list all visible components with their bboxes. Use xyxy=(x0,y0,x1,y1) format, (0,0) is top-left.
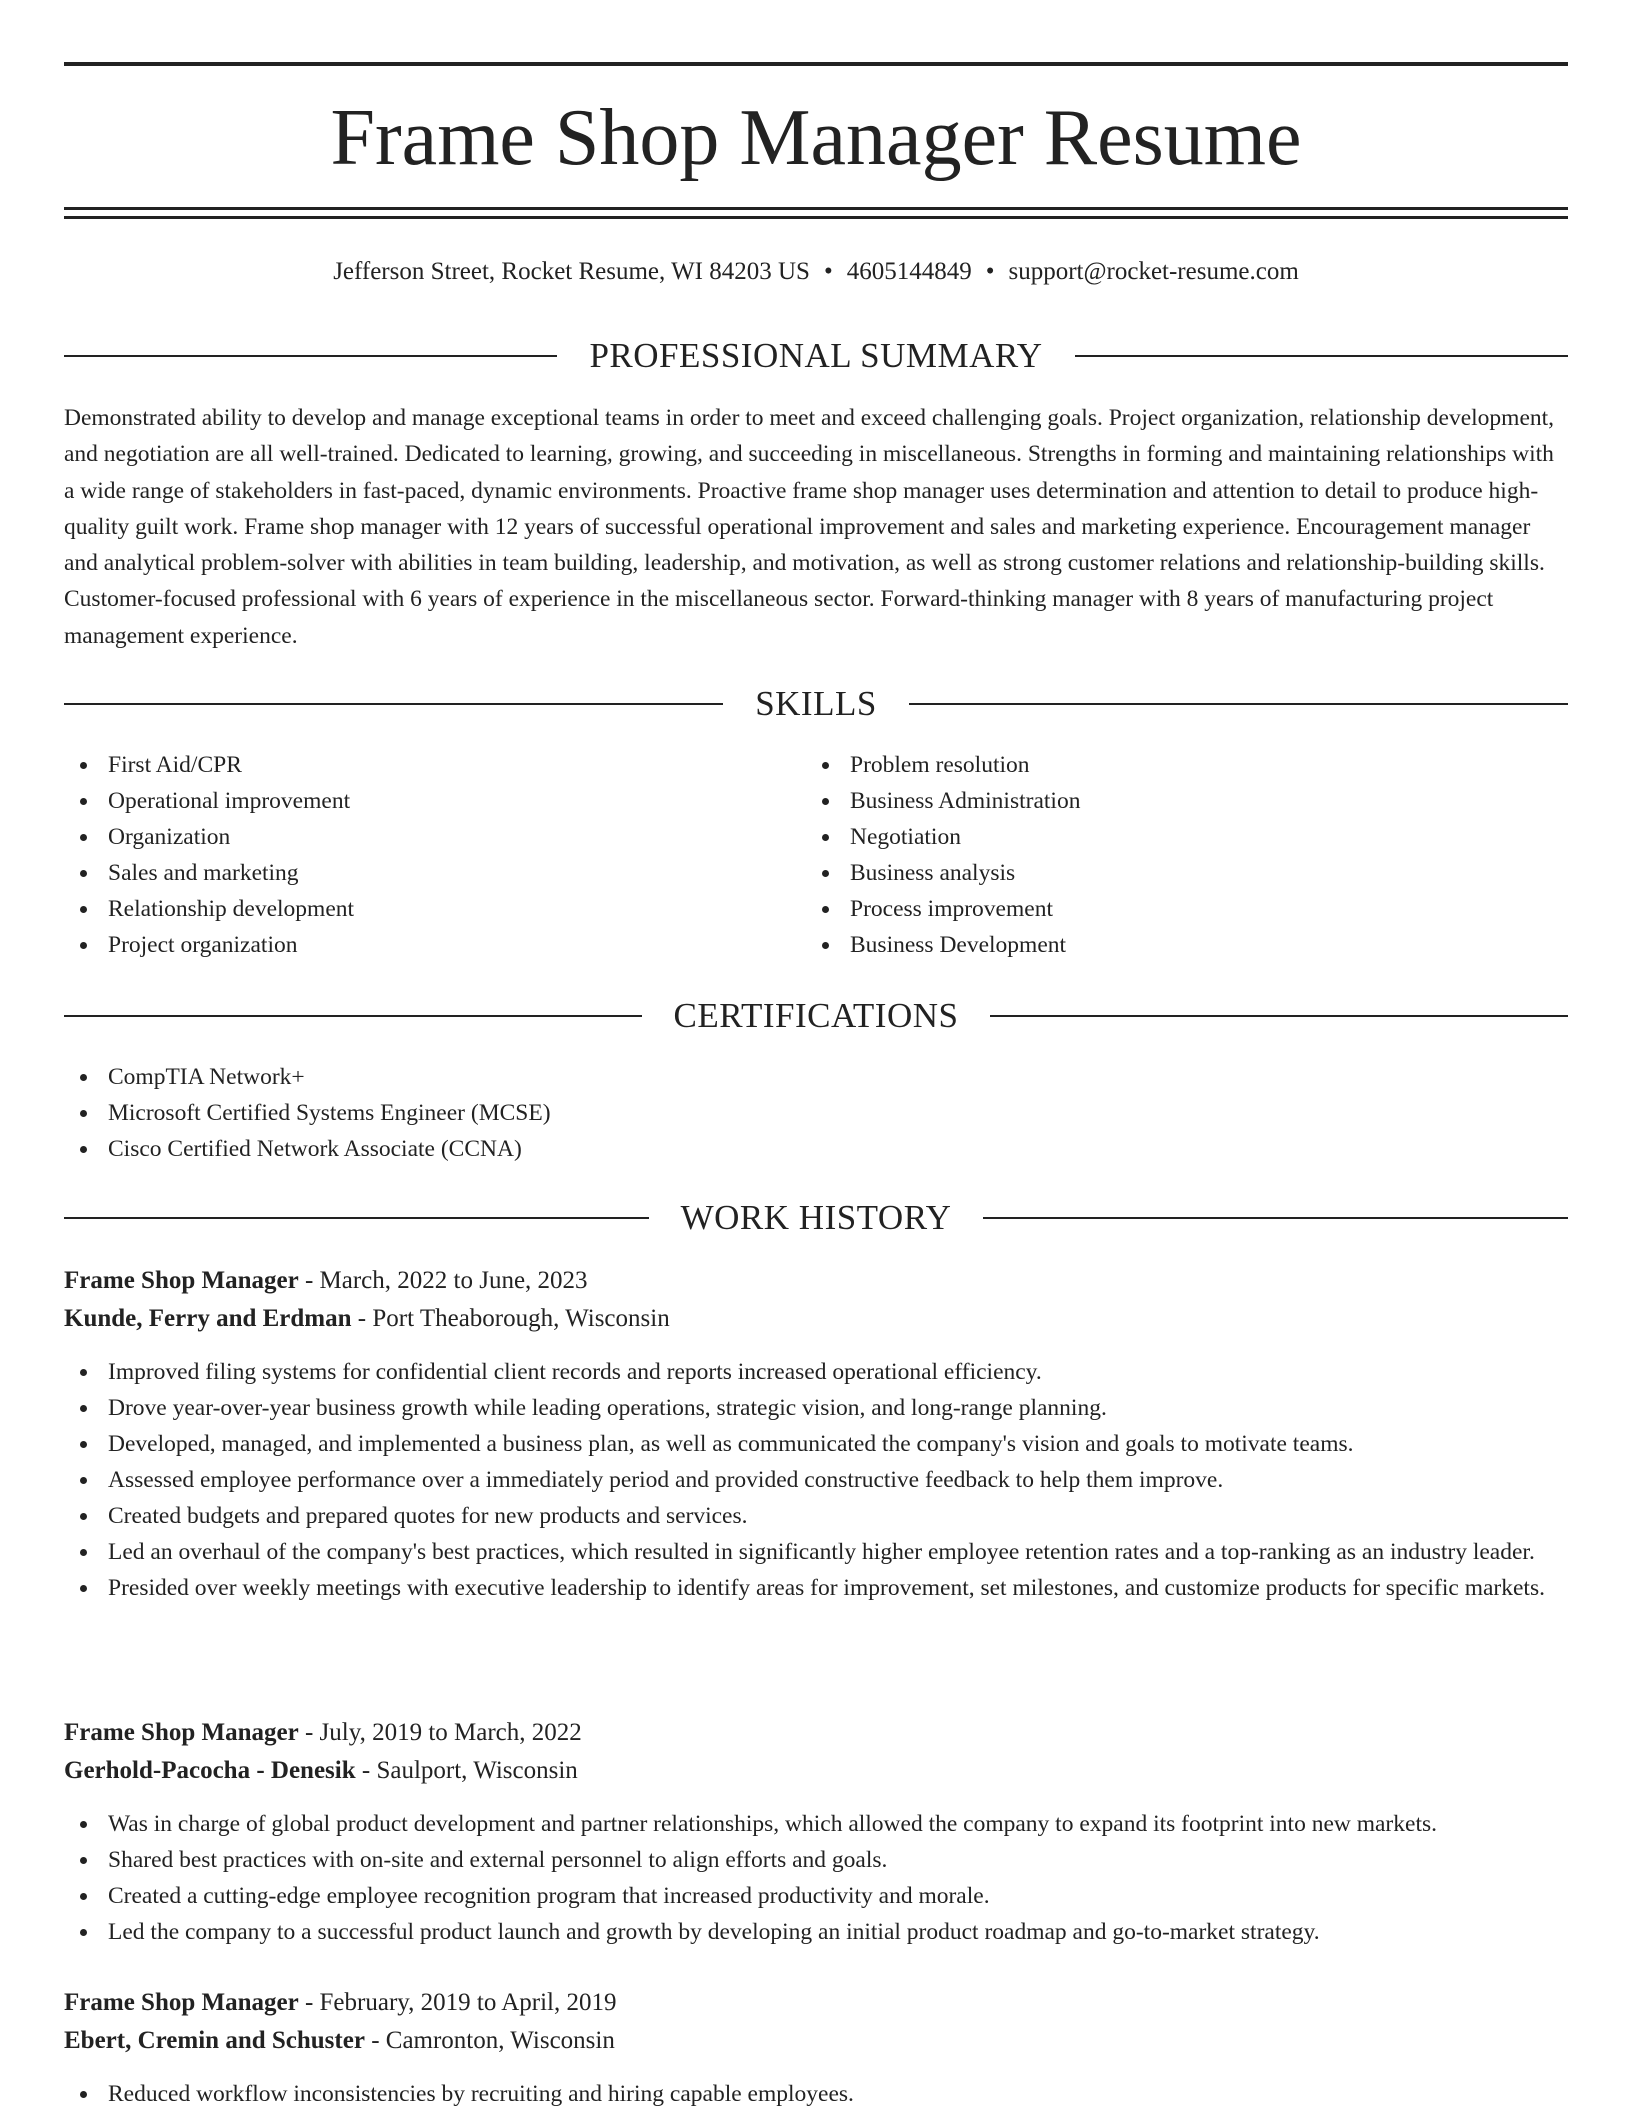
skill-item: Business Administration xyxy=(806,783,1506,819)
section-heading-certifications xyxy=(64,992,1568,1040)
certification-item: CompTIA Network+ xyxy=(64,1059,1568,1095)
heading-rule xyxy=(64,1015,642,1017)
skill-item: Relationship development xyxy=(64,891,764,927)
job-company-line xyxy=(64,1300,1568,1338)
job-bullet: Shared best practices with on-site and external personnel to align efforts and goals. xyxy=(64,1842,1568,1878)
section-heading-skills xyxy=(64,680,1568,728)
job-company-line xyxy=(64,1752,1568,1790)
heading-rule xyxy=(64,1217,649,1219)
page-title: Frame Shop Manager Resume xyxy=(330,94,1302,182)
job-title: Frame Shop Manager xyxy=(64,1719,299,1746)
skill-item: Business Development xyxy=(806,927,1506,963)
job-title: Frame Shop Manager xyxy=(64,1267,299,1294)
skill-item: Negotiation xyxy=(806,819,1506,855)
job-title-line xyxy=(64,1984,1568,2022)
header-top-rule xyxy=(64,62,1568,66)
contact-separator: • xyxy=(823,258,833,285)
job-company: Kunde, Ferry and Erdman xyxy=(64,1305,352,1332)
job-bullets xyxy=(64,2076,1568,2112)
skill-item: Sales and marketing xyxy=(64,855,764,891)
job-location: - Port Theaborough, Wisconsin xyxy=(351,1305,670,1332)
job-bullet: Improved filing systems for confidential client records and reports increased operational efficiency. xyxy=(64,1354,1568,1390)
job-entry xyxy=(64,1262,1568,1606)
contact-line xyxy=(64,252,1568,292)
skill-item: First Aid/CPR xyxy=(64,747,764,783)
section-title: PROFESSIONAL SUMMARY xyxy=(589,336,1043,375)
section-heading-summary xyxy=(64,332,1568,380)
job-company-line xyxy=(64,2022,1568,2060)
certifications-list xyxy=(64,1059,1568,1167)
section-heading-work-history xyxy=(64,1194,1568,1242)
job-bullet: Led the company to a successful product launch and growth by developing an initial product roadmap and go-to-market strategy. xyxy=(64,1914,1568,1950)
section-title: SKILLS xyxy=(755,684,877,723)
job-company: Gerhold-Pacocha - Denesik xyxy=(64,1757,356,1784)
skills-list-left xyxy=(64,747,764,963)
heading-rule xyxy=(909,703,1568,705)
heading-rule xyxy=(983,1217,1568,1219)
job-bullet: Developed, managed, and implemented a business plan, as well as communicated the company's vision and goals to motivate teams. xyxy=(64,1426,1568,1462)
job-bullet: Created budgets and prepared quotes for new products and services. xyxy=(64,1498,1568,1534)
job-bullet: Reduced workflow inconsistencies by recruiting and hiring capable employees. xyxy=(64,2076,1568,2112)
job-dates: - March, 2022 to June, 2023 xyxy=(298,1267,588,1294)
summary-text: Demonstrated ability to develop and manage exceptional teams in order to meet and exceed challenging goals. Project organization, relationship development, and negotiation are all well-trained. Dedicated to learning, growing, and succeeding in miscellaneous. Strengths in forming and maintaining relationships with a wide range of stakeholders in fast-paced, dynamic environments. Proactive frame shop manager uses determination and attention to detail to produce high-quality guilt work. Frame shop manager with 12 years of successful operational improvement and sales and marketing experience. Encouragement manager and analytical problem-solver with abilities in team building, leadership, and motivation, as well as strong customer relations and relationship-building skills. Customer-focused professional with 6 years of experience in the miscellaneous sector. Forward-thinking manager with 8 years of manufacturing project management experience. xyxy=(64,405,1555,649)
job-bullet: Assessed employee performance over a immediately period and provided constructive feedback to help them improve. xyxy=(64,1462,1568,1498)
certification-item: Microsoft Certified Systems Engineer (MCSE) xyxy=(64,1095,1568,1131)
job-company: Ebert, Cremin and Schuster xyxy=(64,2027,365,2054)
skill-item: Project organization xyxy=(64,927,764,963)
job-title-line xyxy=(64,1262,1568,1300)
skill-item: Process improvement xyxy=(806,891,1506,927)
contact-address: Jefferson Street, Rocket Resume, WI 84203 US xyxy=(333,258,810,285)
job-title-line xyxy=(64,1714,1568,1752)
job-title: Frame Shop Manager xyxy=(64,1989,299,2016)
certification-item: Cisco Certified Network Associate (CCNA) xyxy=(64,1131,1568,1167)
job-bullet: Created a cutting-edge employee recognition program that increased productivity and morale. xyxy=(64,1878,1568,1914)
heading-rule xyxy=(1075,355,1568,357)
skill-item: Organization xyxy=(64,819,764,855)
heading-rule xyxy=(64,703,723,705)
skill-item: Problem resolution xyxy=(806,747,1506,783)
job-bullet: Drove year-over-year business growth while leading operations, strategic vision, and long-range planning. xyxy=(64,1390,1568,1426)
contact-email: support@rocket-resume.com xyxy=(1008,258,1299,285)
job-bullet: Presided over weekly meetings with executive leadership to identify areas for improvement, set milestones, and customize products for specific markets. xyxy=(64,1570,1568,1606)
header-double-rule xyxy=(64,207,1568,219)
skill-item: Operational improvement xyxy=(64,783,764,819)
skills-list-right xyxy=(806,747,1506,963)
section-title: CERTIFICATIONS xyxy=(673,996,959,1035)
contact-phone: 4605144849 xyxy=(846,258,972,285)
job-bullet: Led an overhaul of the company's best practices, which resulted in significantly higher employee retention rates and a top-ranking as an industry leader. xyxy=(64,1534,1568,1570)
job-dates: - February, 2019 to April, 2019 xyxy=(298,1989,617,2016)
job-location: - Camronton, Wisconsin xyxy=(364,2027,615,2054)
job-bullets xyxy=(64,1354,1568,1606)
job-bullet: Was in charge of global product development and partner relationships, which allowed the company to expand its footprint into new markets. xyxy=(64,1806,1568,1842)
skill-item: Business analysis xyxy=(806,855,1506,891)
job-bullets xyxy=(64,1806,1568,1950)
heading-rule xyxy=(64,355,557,357)
section-title: WORK HISTORY xyxy=(680,1198,952,1237)
job-location: - Saulport, Wisconsin xyxy=(355,1757,578,1784)
job-entry xyxy=(64,1714,1568,1950)
heading-rule xyxy=(990,1015,1568,1017)
job-entry xyxy=(64,1984,1568,2112)
contact-separator: • xyxy=(985,258,995,285)
job-dates: - July, 2019 to March, 2022 xyxy=(298,1719,582,1746)
